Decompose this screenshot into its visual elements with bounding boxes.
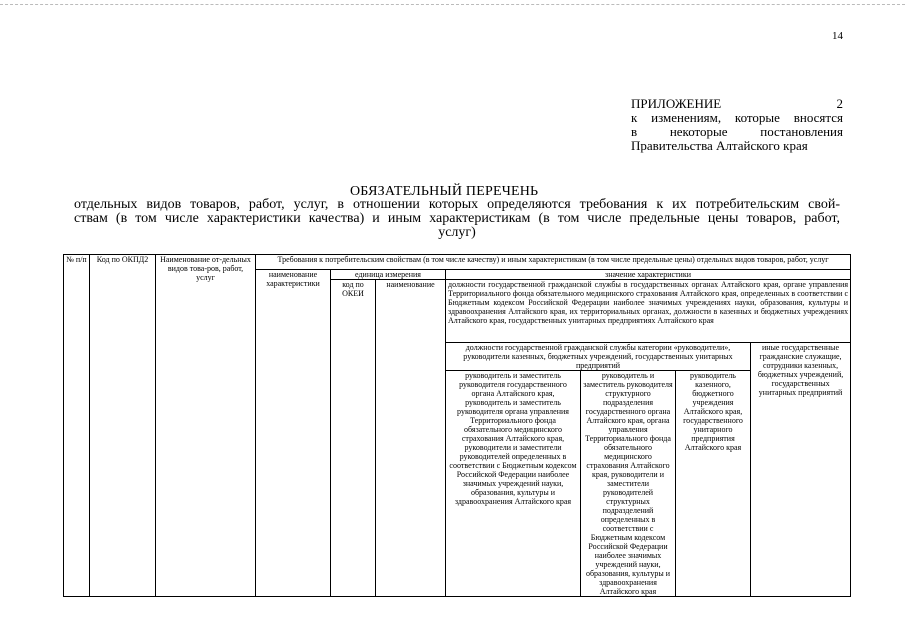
category-other: иные государственные гражданские служащие, сотрудники казенных, бюджетных учреждений, государственных унитарных предприятий (751, 343, 851, 597)
header-unit: единица измерения (331, 270, 446, 280)
header-unit-name: наименование (376, 280, 446, 597)
header-num: № п/п (64, 255, 90, 597)
subcategory-2: руководитель и заместитель руководителя структурного подразделения государственного органа Алтайского края, органа управления Территориального фонда обязательного медицинского страхования Алтайского края, руководители и заместители руководителей структурных подразделений определенных в соответствии с Бюджетным кодексом Российской Федерации наиболее значимых учреждений науки, образования, культуры и здравоохранения Алтайского края (581, 371, 676, 597)
header-okpd: Код по ОКПД2 (90, 255, 156, 597)
requirements-table (63, 254, 851, 597)
scan-top-edge (0, 4, 905, 5)
subtitle-line-1: отдельных видов товаров, работ, услуг, в отношении которых определяются требования к их потребительским свой- (74, 197, 840, 212)
header-item-name: Наименование от-дельных видов това-ров, работ, услуг (156, 255, 256, 597)
subcategory-1: руководитель и заместитель руководителя государственного органа Алтайского края, руководитель и заместитель руководителя органа управления Территориального фонда обязательного медицинского страхования Алтайского края, руководители и заместители руководителей определенных в соответствии с Бюджетным кодексом Российской Федерации наиболее значимых учреждений науки, образования, культуры и здравоохранения Алтайского края (446, 371, 581, 597)
appendix-title: ПРИЛОЖЕНИЕ 2 (631, 96, 843, 111)
appendix-line-2: в некоторые постановления (631, 124, 843, 139)
positions-group: должности государственной гражданской службы в государственных органах Алтайского края, органе управления Территориального фонда обязательного медицинского страхования Алтайского края, определенных в соответствии с Бюджетным кодексом Российской Федерации наиболее значимых учреждениях науки, образования, культуры и здравоохранения Алтайского края, их территориальных органах, должности в казенных и бюджетных учреждениях Алтайского края, государственных унитарных предприятиях Алтайского края (446, 280, 851, 343)
document-title: ОБЯЗАТЕЛЬНЫЙ ПЕРЕЧЕНЬ (350, 184, 539, 199)
category-managers: должности государственной гражданской службы категории «руководители», руководители казенных, бюджетных учреждений, государственных унитарных предприятий (446, 343, 751, 371)
appendix-line-1: к изменениям, которые вносятся (631, 110, 843, 125)
header-char-name: наименование характеристики (256, 270, 331, 597)
subcategory-3: руководитель казенного, бюджетного учреждения Алтайского края, государственного унитарного предприятия Алтайского края (676, 371, 751, 597)
subtitle-line-2: ствам (в том числе характеристики качества) и иным характеристикам (в том числе предельные цены товаров, работ, (74, 211, 840, 226)
document-subtitle (74, 198, 840, 240)
subtitle-line-3: услуг) (438, 225, 476, 240)
header-value: значение характеристики (446, 270, 851, 280)
appendix-block (631, 97, 843, 153)
header-requirements: Требования к потребительским свойствам (в том числе качеству) и иным характеристикам (в том числе предельные цены) отдельных видов товаров, работ, услуг (256, 255, 851, 270)
appendix-line-3: Правительства Алтайского края (631, 138, 808, 153)
header-unit-code: код по ОКЕИ (331, 280, 376, 597)
page-number: 14 (832, 30, 843, 42)
